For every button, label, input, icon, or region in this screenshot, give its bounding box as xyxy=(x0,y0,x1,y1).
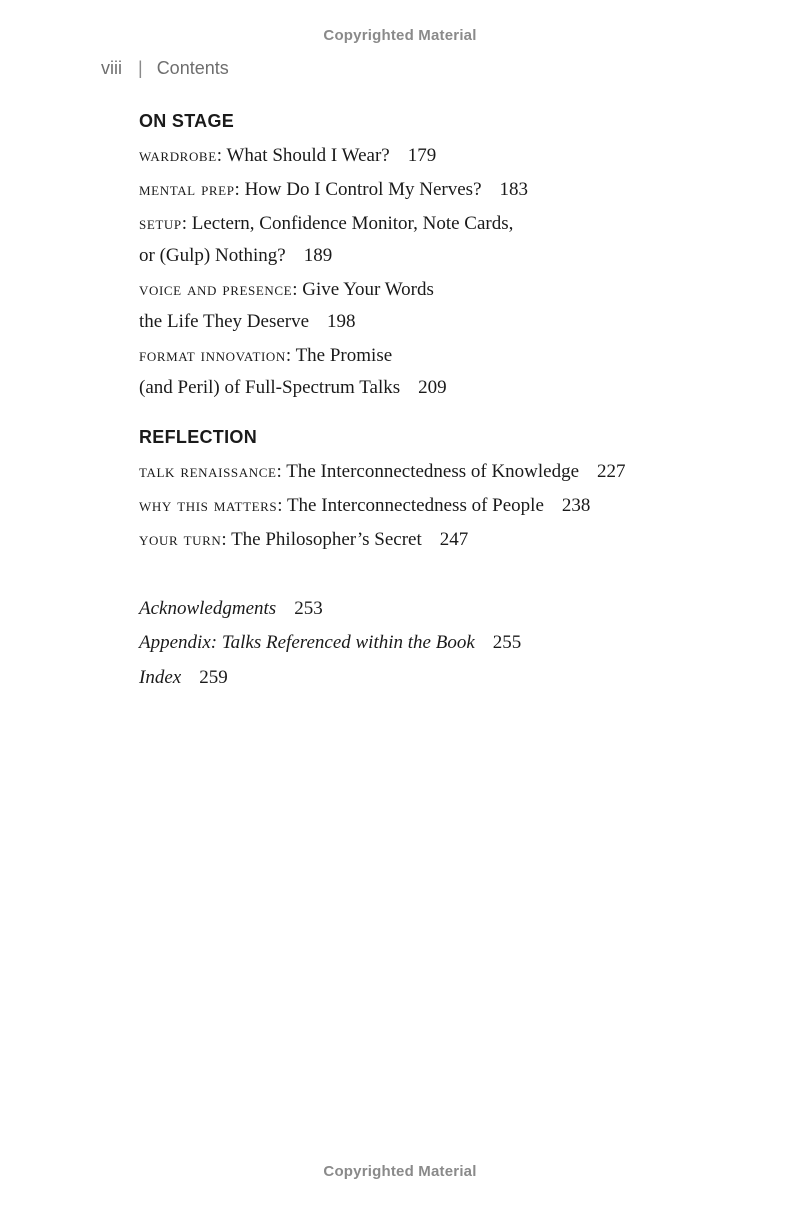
page-number: 179 xyxy=(407,145,437,166)
running-head xyxy=(101,58,229,79)
entry-line: wardrobe: What Should I Wear? 179 xyxy=(139,145,437,166)
back-matter-appendix xyxy=(139,632,521,654)
page-number: 259 xyxy=(199,667,228,688)
chapter-title: How Do I Control My Nerves? xyxy=(244,179,482,200)
chapter-title-continued: or (Gulp) Nothing? xyxy=(139,245,286,266)
chapter-label: mental prep xyxy=(139,179,235,200)
entry-line: format innovation: The Promise xyxy=(139,345,393,366)
entry-line: voice and presence: Give Your Words xyxy=(139,279,434,300)
chapter-label: wardrobe xyxy=(139,145,217,166)
entry-line-continued xyxy=(139,245,332,267)
chapter-title: Lectern, Confidence Monitor, Note Cards, xyxy=(191,213,514,234)
page-number: 189 xyxy=(303,245,333,266)
chapter-label: why this matters xyxy=(139,495,278,516)
chapter-title: What Should I Wear? xyxy=(226,145,390,166)
running-head-title: Contents xyxy=(156,58,229,78)
back-matter-index xyxy=(139,667,228,689)
copyright-watermark-top: Copyrighted Material xyxy=(323,27,477,44)
entry-line-continued xyxy=(139,311,356,333)
chapter-title: Give Your Words xyxy=(302,279,434,300)
chapter-title: The Interconnectedness of People xyxy=(286,495,544,516)
page-number: 247 xyxy=(439,529,469,550)
back-matter-acknowledgments xyxy=(139,598,323,620)
entry-line-continued xyxy=(139,377,447,399)
page-number: 227 xyxy=(597,461,626,482)
chapter-title: The Promise xyxy=(295,345,393,366)
folio: viii xyxy=(101,58,122,78)
chapter-title: The Interconnectedness of Knowledge xyxy=(286,461,580,482)
chapter-label: format innovation xyxy=(139,345,286,366)
chapter-label: voice and presence xyxy=(139,279,293,300)
chapter-title-continued: (and Peril) of Full-Spectrum Talks xyxy=(139,377,401,398)
copyright-watermark-bottom: Copyrighted Material xyxy=(323,1163,477,1180)
chapter-label: setup xyxy=(139,213,182,234)
page-number: 209 xyxy=(418,377,447,398)
entry-line: setup: Lectern, Confidence Monitor, Note Cards, xyxy=(139,213,514,234)
chapter-title-continued: the Life They Deserve xyxy=(139,311,310,332)
page-number: 255 xyxy=(492,632,522,653)
page-number: 183 xyxy=(499,179,529,200)
entry-line: why this matters: The Interconnectedness of People 238 xyxy=(139,495,591,516)
running-head-separator: | xyxy=(138,58,143,78)
page-number: 238 xyxy=(561,495,591,516)
chapter-title: The Philosopher’s Secret xyxy=(231,529,422,550)
back-matter-title: Appendix: Talks Referenced within the Book xyxy=(139,632,475,653)
entry-line: mental prep: How Do I Control My Nerves? 183 xyxy=(139,179,529,200)
chapter-label: your turn xyxy=(139,529,222,550)
chapter-label: talk renaissance xyxy=(139,461,277,482)
back-matter-title: Index xyxy=(139,667,182,688)
page-number: 198 xyxy=(327,311,356,332)
section-heading-reflection: REFLECTION xyxy=(139,427,257,447)
entry-line: your turn: The Philosopher’s Secret 247 xyxy=(139,529,469,550)
back-matter-title: Acknowledgments xyxy=(139,598,277,619)
page-number: 253 xyxy=(294,598,323,619)
entry-line: talk renaissance: The Interconnectedness of Knowledge 227 xyxy=(139,461,626,482)
section-heading-on-stage: ON STAGE xyxy=(139,111,235,131)
